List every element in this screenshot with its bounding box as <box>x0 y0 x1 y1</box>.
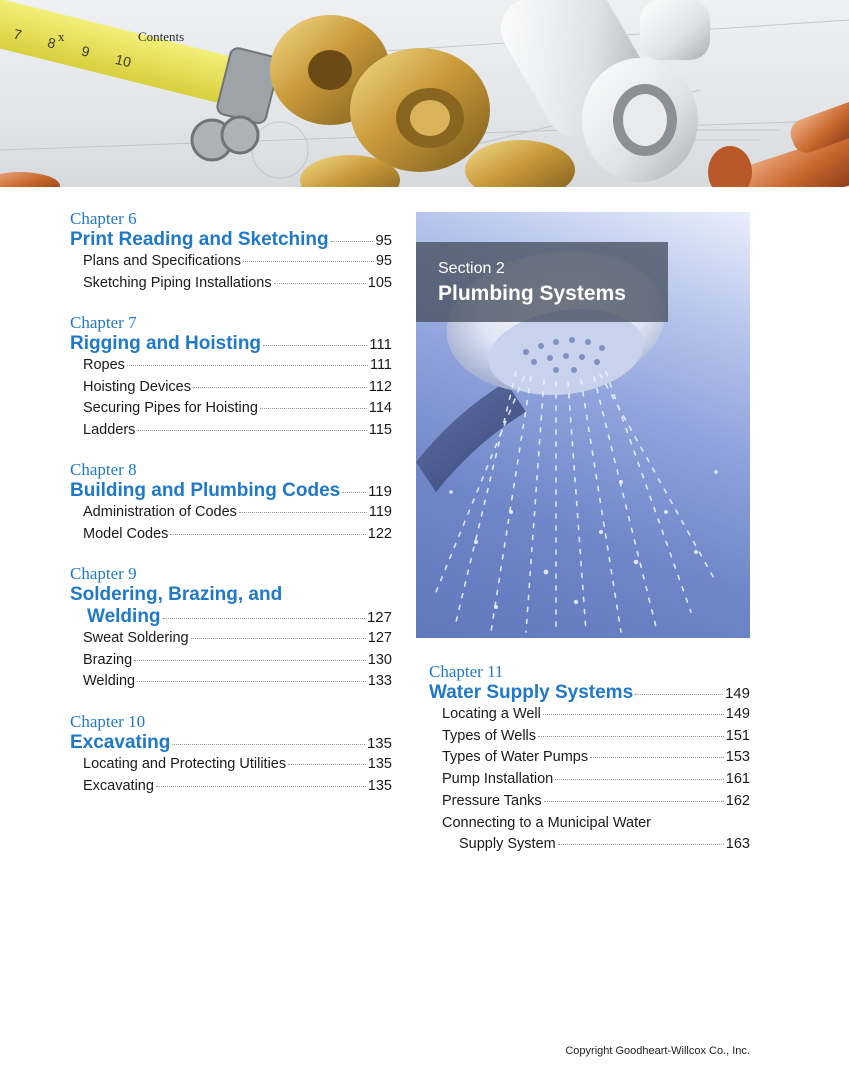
toc-entry[interactable] <box>70 273 392 295</box>
chapter-title-row[interactable] <box>70 333 392 355</box>
toc-entry[interactable] <box>70 355 392 377</box>
toc-entry[interactable] <box>70 628 392 650</box>
dot-leader <box>172 744 365 745</box>
entry-label: Pressure Tanks <box>442 792 542 809</box>
dot-leader <box>156 786 366 787</box>
entry-page: 135 <box>367 777 392 794</box>
dot-leader <box>134 660 366 661</box>
dot-leader <box>342 492 366 493</box>
svg-text:10: 10 <box>113 51 133 71</box>
entry-page: 95 <box>375 253 392 269</box>
toc-entry[interactable] <box>429 726 750 748</box>
entry-page: 133 <box>367 673 392 690</box>
chapter-page: 119 <box>368 483 392 500</box>
toc-entry[interactable] <box>70 377 392 399</box>
dot-leader <box>193 387 367 388</box>
chapter-page: 111 <box>369 336 392 353</box>
chapter-page: 135 <box>366 735 392 752</box>
dot-leader <box>544 801 724 802</box>
entry-label: Sketching Piping Installations <box>83 274 272 291</box>
entry-label: Plans and Specifications <box>83 253 241 269</box>
toc-chapter-7 <box>70 313 392 442</box>
toc-chapter-8 <box>70 460 392 545</box>
entry-page: 115 <box>368 422 392 439</box>
section-number: Section 2 <box>438 260 505 277</box>
chapter-label: Chapter 8 <box>70 460 137 479</box>
section-label-box <box>416 242 668 322</box>
entry-label: Sweat Soldering <box>83 630 189 646</box>
toc-chapter-11 <box>429 662 750 856</box>
chapter-label: Chapter 7 <box>70 313 137 332</box>
dot-leader <box>274 283 366 284</box>
entry-page: 130 <box>367 651 392 668</box>
dot-leader <box>163 618 365 619</box>
entry-label: Brazing <box>83 651 133 668</box>
toc-entry[interactable] <box>429 791 750 813</box>
toc-chapter-9 <box>70 564 392 693</box>
entry-label: Locating a Well <box>442 706 541 722</box>
toc-entry[interactable] <box>70 420 392 442</box>
chapter-label: Chapter 10 <box>70 712 146 731</box>
chapter-title: Excavating <box>70 732 171 753</box>
chapter-title-row[interactable] <box>70 606 392 628</box>
chapter-label: Chapter 6 <box>70 209 137 228</box>
entry-label: Hoisting Devices <box>83 378 191 395</box>
copyright-notice: Copyright Goodheart-Willcox Co., Inc. <box>565 1045 750 1057</box>
chapter-title: Rigging and Hoisting <box>70 333 262 354</box>
toc-entry[interactable] <box>70 650 392 672</box>
chapter-page: 95 <box>375 232 392 249</box>
chapter-label: Chapter 9 <box>70 564 137 583</box>
header-photo <box>0 0 849 187</box>
toc-entry-line1[interactable]: Connecting to a Municipal Water <box>442 814 652 831</box>
entry-label: Pump Installation <box>442 771 554 788</box>
dot-leader <box>538 736 724 737</box>
entry-page: 163 <box>725 836 750 853</box>
entry-label: Excavating <box>83 777 154 794</box>
toc-entry[interactable] <box>70 251 392 273</box>
chapter-title: Print Reading and Sketching <box>70 229 329 250</box>
chapter-title-row[interactable] <box>70 229 392 251</box>
chapter-title-line2: Welding <box>87 606 161 627</box>
entry-label: Locating and Protecting Utilities <box>83 756 287 772</box>
entry-page: 149 <box>725 706 750 722</box>
chapter-title-row[interactable] <box>70 732 392 754</box>
entry-page: 153 <box>725 749 750 766</box>
dot-leader <box>127 365 368 366</box>
dot-leader <box>137 681 366 682</box>
toc-chapter-6 <box>70 209 392 294</box>
dot-leader <box>137 430 366 431</box>
toc-entry[interactable] <box>429 704 750 726</box>
entry-page: 135 <box>367 756 392 772</box>
dot-leader <box>263 345 367 346</box>
page-number: x <box>58 29 65 44</box>
entry-page: 161 <box>725 771 750 788</box>
svg-text:8: 8 <box>45 34 58 52</box>
toc-entry[interactable] <box>429 747 750 769</box>
entry-page: 162 <box>725 792 750 809</box>
entry-label: Ropes <box>83 357 125 373</box>
toc-chapter-10 <box>70 712 392 797</box>
entry-page: 119 <box>368 504 392 520</box>
entry-page: 151 <box>725 727 750 744</box>
dot-leader <box>288 764 366 765</box>
dot-leader <box>243 261 374 262</box>
section-opener-image <box>416 212 750 638</box>
dot-leader <box>260 408 367 409</box>
entry-page: 111 <box>369 357 392 373</box>
entry-label: Types of Wells <box>442 727 537 744</box>
dot-leader <box>170 534 365 535</box>
toc-entry[interactable] <box>70 776 392 798</box>
chapter-page: 149 <box>724 685 750 702</box>
dot-leader <box>555 779 724 780</box>
dot-leader <box>543 714 724 715</box>
section-title: Plumbing Systems <box>438 282 626 305</box>
chapter-title-line1[interactable]: Soldering, Brazing, and <box>70 584 283 605</box>
entry-label: Welding <box>83 673 136 690</box>
dot-leader <box>590 757 724 758</box>
svg-text:9: 9 <box>79 42 92 60</box>
dot-leader <box>331 241 374 242</box>
chapter-title-row[interactable] <box>70 480 392 502</box>
dot-leader <box>239 512 367 513</box>
entry-page: 105 <box>367 274 392 291</box>
entry-page: 114 <box>368 400 392 417</box>
toc-entry[interactable] <box>429 769 750 791</box>
svg-text:7: 7 <box>11 25 24 44</box>
chapter-title: Water Supply Systems <box>429 682 634 703</box>
toc-entry[interactable] <box>70 754 392 776</box>
entry-label: Administration of Codes <box>83 504 237 520</box>
dot-leader <box>191 638 366 639</box>
dot-leader <box>558 844 724 845</box>
entry-label: Supply System <box>459 836 556 853</box>
dot-leader <box>635 694 723 695</box>
chapter-title-row[interactable] <box>429 682 750 704</box>
entry-label: Securing Pipes for Hoisting <box>83 400 258 417</box>
entry-label: Model Codes <box>83 525 169 542</box>
chapter-page: 127 <box>366 609 392 626</box>
entry-label: Ladders <box>83 422 136 439</box>
entry-page: 112 <box>368 378 392 395</box>
plumbing-parts-illustration <box>0 0 849 187</box>
chapter-title: Building and Plumbing Codes <box>70 480 341 501</box>
toc-entry[interactable] <box>70 671 392 693</box>
chapter-label: Chapter 11 <box>429 662 504 681</box>
entry-page: 122 <box>367 525 392 542</box>
toc-entry[interactable] <box>70 524 392 546</box>
toc-entry[interactable] <box>70 502 392 524</box>
entry-page: 127 <box>367 630 392 646</box>
toc-entry[interactable] <box>429 834 750 856</box>
entry-label: Types of Water Pumps <box>442 749 589 766</box>
running-title: Contents <box>138 29 185 44</box>
toc-entry[interactable] <box>70 398 392 420</box>
